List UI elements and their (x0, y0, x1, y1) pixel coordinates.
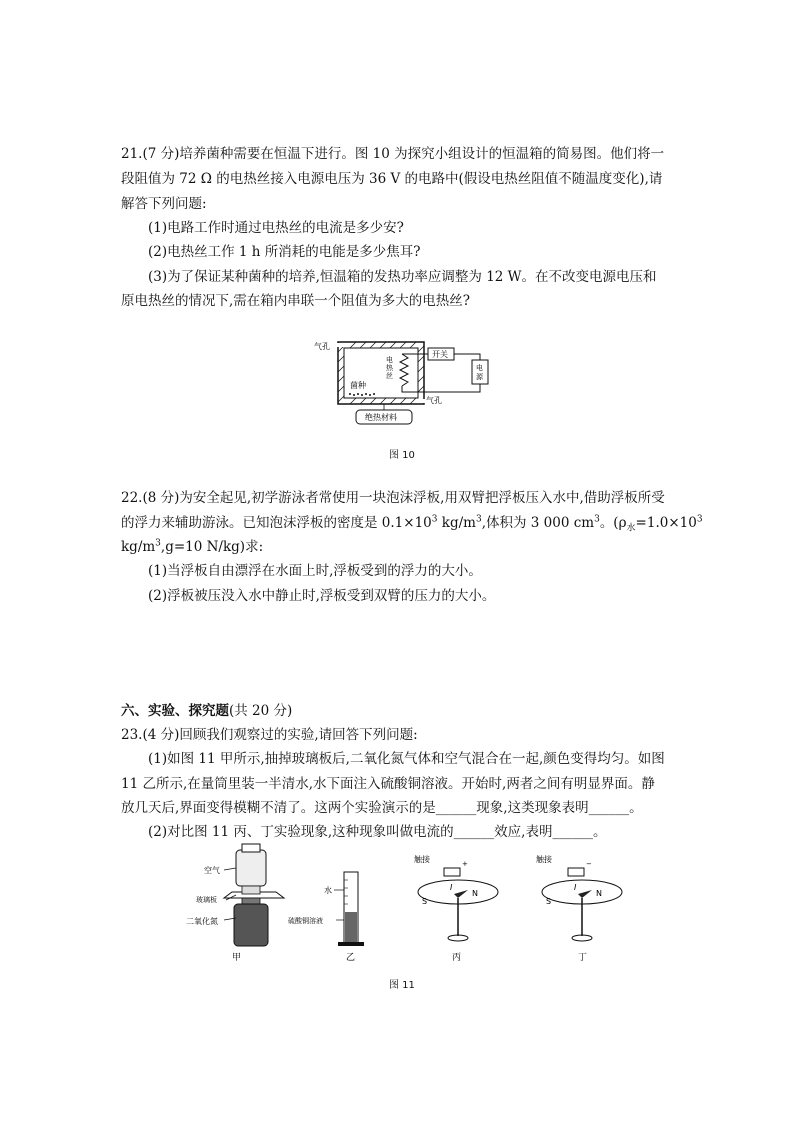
label-air: 空气 (204, 866, 220, 875)
q21-sub-3b: 原电热丝的情况下,需在箱内串联一个阻值为多大的电热丝? (121, 293, 471, 309)
section-6-title: 六、实验、探究题(共 20 分) (121, 703, 293, 719)
label-minus: − (586, 860, 592, 868)
q21-line-1: 21.(7 分)培养菌种需要在恒温下进行。图 10 为探究小组设计的恒温箱的简易图。他们将一 (121, 146, 665, 162)
label-wire-3: 丝 (386, 372, 393, 380)
q23-sub-1c: 放几天后,界面变得模糊不清了。这两个实验演示的是______现象,这类现象表明______。 (121, 800, 643, 816)
q22-line-3: $kg/m^3,g=10$ N/kg)求: (121, 538, 264, 555)
label-s-2: S (546, 897, 552, 906)
label-s-1: S (422, 897, 428, 906)
q23-sub-1a: (1)如图 11 甲所示,抽掉玻璃板后,二氧化氮气体和空气混合在一起,颜色变得均匀。如图 (148, 751, 665, 767)
figure-10-incubator-diagram (310, 330, 500, 430)
q21-line-2: 段阻值为 72 Ω 的电热丝接入电源电压为 36 V 的电路中(假设电热丝阻值不随温度变化),请 (121, 171, 663, 187)
label-hole-bottom: 气孔 (426, 396, 442, 405)
label-ding: 丁 (578, 953, 588, 963)
figure-10-caption: 图 10 (389, 450, 415, 461)
q23-sub-2: (2)对比图 11 丙、丁实验现象,这种现象叫做电流的______效应,表明______。 (148, 824, 607, 840)
q22-line-1: 22.(8 分)为安全起见,初学游泳者常使用一块泡沫浮板,用双臂把浮板压入水中,借助浮板所受 (121, 490, 665, 506)
q23-line-1: 23.(4 分)回顾我们观察过的实验,请回答下列问题: (121, 727, 418, 743)
q23-sub-1b: 11 乙所示,在量筒里装一半清水,水下面注入硫酸铜溶液。开始时,两者之间有明显界面。静 (121, 776, 655, 792)
q21-sub-1: (1)电路工作时通过电热丝的电流是多少安? (148, 220, 404, 236)
label-n-2: N (596, 889, 602, 898)
q22-sub-2: (2)浮板被压没入水中静止时,浮板受到双臂的压力的大小。 (148, 588, 496, 604)
label-switch: 开关 (432, 350, 448, 359)
label-jia: 甲 (232, 953, 242, 963)
label-glass: 玻璃板 (196, 896, 217, 904)
figure-11-caption: 图 11 (389, 980, 415, 991)
label-touch-2: 触接 (536, 855, 552, 864)
q22-sub-1: (1)当浮板自由漂浮在水面上时,浮板受到的浮力的大小。 (148, 563, 482, 579)
label-power-2: 源 (476, 373, 483, 381)
q21-line-3: 解答下列问题: (121, 196, 207, 212)
figure-11-experiments (186, 842, 626, 964)
label-yi: 乙 (346, 953, 356, 963)
label-plus: + (462, 860, 468, 868)
label-bing: 丙 (452, 953, 462, 963)
label-n-1: N (472, 889, 478, 898)
label-wire-2: 热 (386, 364, 393, 372)
label-i-2: I (574, 883, 577, 892)
label-cuso4: 硫酸铜溶液 (288, 917, 323, 925)
q22-line-2: 的浮力来辅助游泳。已知泡沫浮板的密度是 $0.1\times 10^3$ $kg/m^3$,体积为 3 000 $cm^3$。($\rho_水=1.0\times 10^3$ (121, 514, 703, 534)
label-hole-top: 气孔 (314, 342, 330, 351)
label-touch-1: 触接 (414, 855, 430, 864)
label-wire-1: 电 (386, 356, 393, 364)
label-i-1: I (450, 883, 453, 892)
label-water: 水 (324, 886, 332, 895)
label-insulation: 绝热材料 (365, 413, 397, 422)
label-power-1: 电 (476, 364, 483, 372)
q21-sub-3a: (3)为了保证某种菌种的培养,恒温箱的发热功率应调整为 12 W。在不改变电源电压和 (148, 269, 657, 285)
q21-sub-2: (2)电热丝工作 1 h 所消耗的电能是多少焦耳? (148, 244, 421, 260)
label-no2: 二氧化氮 (186, 917, 218, 926)
label-bacteria: 菌种 (350, 381, 366, 390)
